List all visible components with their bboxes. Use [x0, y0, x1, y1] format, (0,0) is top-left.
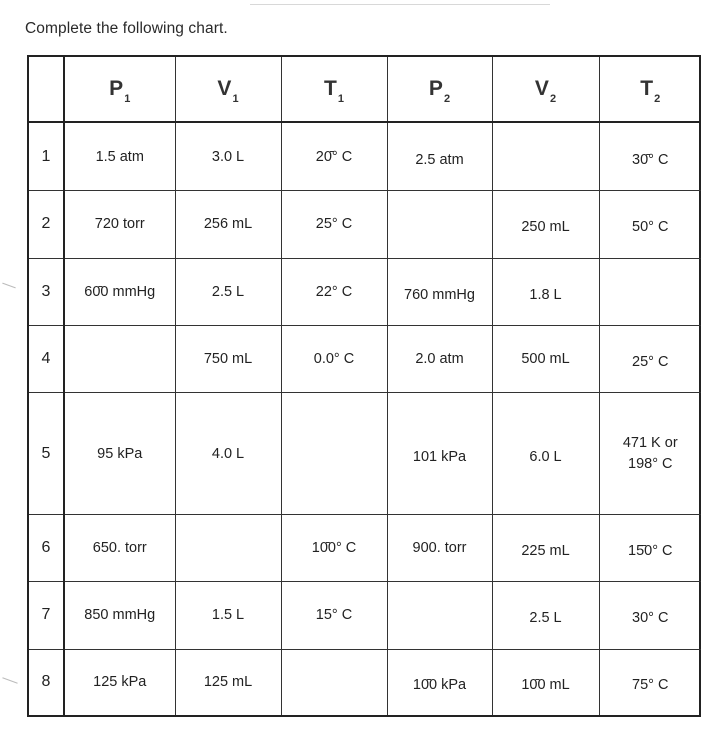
header-p1: $P_1$ [64, 57, 175, 122]
cell-p2: 101 kPa [387, 393, 492, 515]
cell-p1: 60̄0 mmHg [64, 258, 175, 325]
cell-v1 [175, 514, 281, 581]
cell-p2 [387, 191, 492, 258]
header-t2: $T_2$ [599, 57, 701, 122]
row-number: 5 [29, 393, 64, 515]
cell-p1: 1.5 atm [64, 122, 175, 191]
cell-p2: 900. torr [387, 514, 492, 581]
cell-p2: 10̄0 kPa [387, 649, 492, 715]
scan-artifact-line [250, 4, 550, 5]
cell-v1: 256 mL [175, 191, 281, 258]
cell-t1 [281, 393, 387, 515]
cell-p2: 2.5 atm [387, 122, 492, 191]
margin-mark [2, 283, 15, 289]
header-corner-cell [29, 57, 64, 122]
cell-t2: 75° C [599, 649, 701, 715]
cell-p1: 125 kPa [64, 649, 175, 715]
cell-v2: 1.8 L [492, 258, 599, 325]
cell-p1: 720 torr [64, 191, 175, 258]
cell-v2: 250 mL [492, 191, 599, 258]
header-t1: $T_1$ [281, 57, 387, 122]
cell-t1: 20̄° C [281, 122, 387, 191]
gas-law-table [29, 57, 701, 715]
cell-p2 [387, 582, 492, 649]
cell-v1: 750 mL [175, 325, 281, 392]
cell-v2: 6.0 L [492, 393, 599, 515]
row-number: 7 [29, 582, 64, 649]
gas-law-chart [27, 55, 701, 717]
cell-t1 [281, 649, 387, 715]
cell-t2: 30° C [599, 582, 701, 649]
row-number: 4 [29, 325, 64, 392]
table-row [29, 122, 701, 191]
cell-t2: 50° C [599, 191, 701, 258]
cell-v1: 2.5 L [175, 258, 281, 325]
cell-v1: 125 mL [175, 649, 281, 715]
table-row [29, 191, 701, 258]
cell-t1: 0.0° C [281, 325, 387, 392]
cell-v1: 4.0 L [175, 393, 281, 515]
header-p2: $P_2$ [387, 57, 492, 122]
row-number: 2 [29, 191, 64, 258]
cell-v2: 2.5 L [492, 582, 599, 649]
cell-p2: 2.0 atm [387, 325, 492, 392]
cell-p1: 95 kPa [64, 393, 175, 515]
table-row [29, 514, 701, 581]
margin-mark [2, 677, 17, 683]
cell-v2: 10̄0 mL [492, 649, 599, 715]
row-number: 6 [29, 514, 64, 581]
cell-t2: 15̄0° C [599, 514, 701, 581]
header-v1: $V_1$ [175, 57, 281, 122]
row-number: 1 [29, 122, 64, 191]
row-number: 8 [29, 649, 64, 715]
cell-p2: 760 mmHg [387, 258, 492, 325]
cell-v2 [492, 122, 599, 191]
cell-t1: 25° C [281, 191, 387, 258]
table-row [29, 649, 701, 715]
table-row [29, 258, 701, 325]
cell-t2: 25° C [599, 325, 701, 392]
table-row [29, 325, 701, 392]
header-row [29, 57, 701, 122]
cell-t2: 471 K or 198° C [599, 393, 701, 515]
cell-t1: 22° C [281, 258, 387, 325]
cell-t1: 15° C [281, 582, 387, 649]
cell-t2: 30̄° C [599, 122, 701, 191]
instruction-text: Complete the following chart. [25, 20, 228, 37]
cell-p1 [64, 325, 175, 392]
row-number: 3 [29, 258, 64, 325]
cell-v1: 3.0 L [175, 122, 281, 191]
cell-v2: 500 mL [492, 325, 599, 392]
cell-t2 [599, 258, 701, 325]
table-row [29, 582, 701, 649]
header-v2: $V_2$ [492, 57, 599, 122]
cell-p1: 650. torr [64, 514, 175, 581]
cell-t1: 10̄0° C [281, 514, 387, 581]
cell-v1: 1.5 L [175, 582, 281, 649]
table-row [29, 393, 701, 515]
cell-v2: 225 mL [492, 514, 599, 581]
cell-p1: 850 mmHg [64, 582, 175, 649]
